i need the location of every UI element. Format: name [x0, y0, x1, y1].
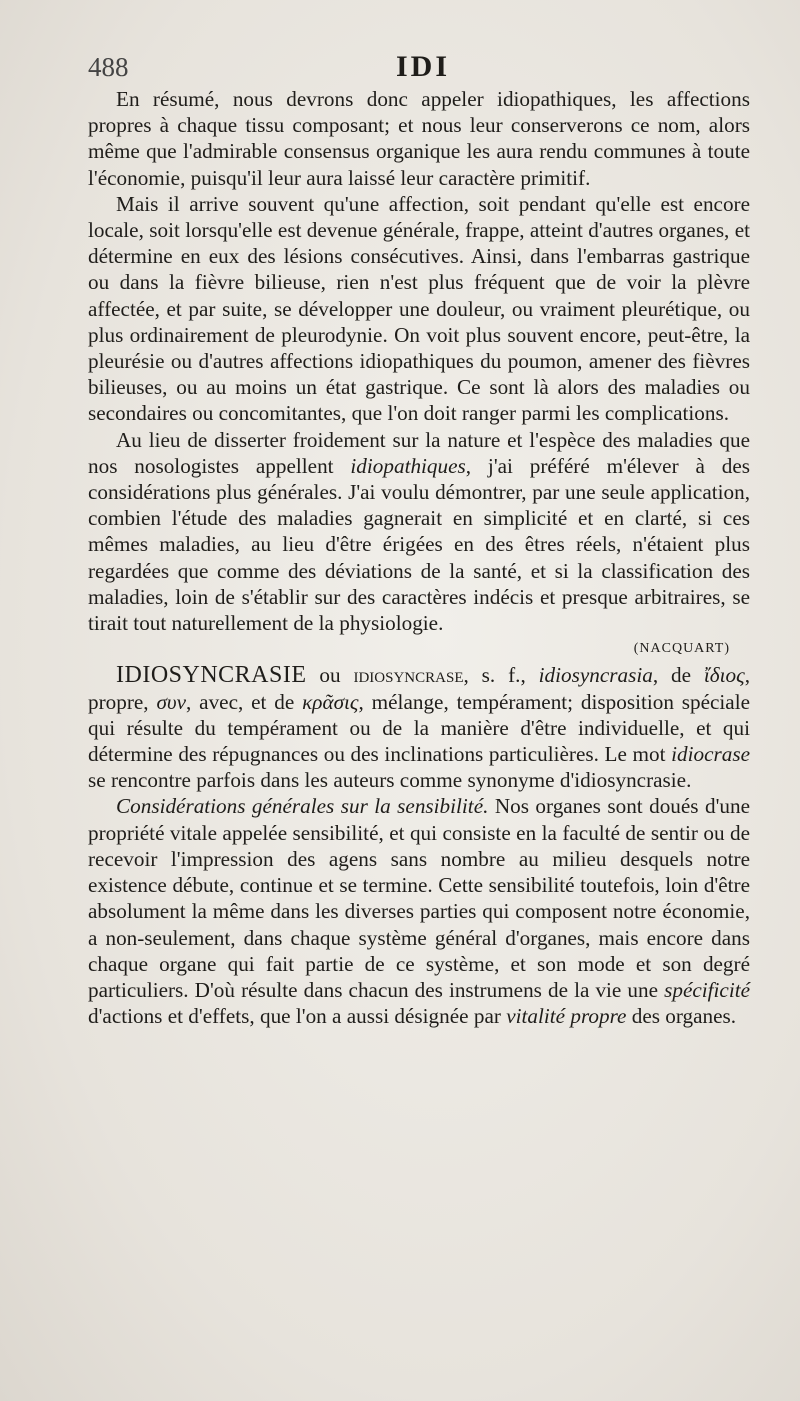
- signature-line: [88, 636, 750, 662]
- page-header: [88, 52, 770, 88]
- italic-term: idiocrase: [671, 742, 750, 767]
- greek-word: ἴδιος: [703, 663, 745, 688]
- text: se rencontre parfois dans les auteurs comme synonyme d'idiosyncrasie.: [88, 768, 692, 793]
- entry-latin: idiosyncrasia: [538, 663, 653, 688]
- italic-term: spécificité: [664, 977, 750, 1002]
- text: , j'ai préféré m'élever à des considérations plus générales. J'ai voulu démontrer, par une seule application, combien l'étude des maladies gagnerait en simplicité et en clarté, si ces mêmes maladies, au lieu d'être érigées en des êtres réels, n'étaient plus regardées que comme des déviations de la santé, et si la classification des maladies, loin de s'établir sur des caractères indécis et presque arbitraires, se tirait tout naturellement de la physiologie.: [88, 453, 750, 636]
- greek-word: συν: [156, 689, 187, 714]
- paragraph-au-lieu: [88, 427, 750, 637]
- page-number: 488: [88, 52, 129, 82]
- paragraph-sensibilite: [88, 793, 750, 1029]
- page-body: [88, 86, 750, 1029]
- italic-term: idiopathiques: [350, 453, 466, 478]
- text: ou: [306, 663, 354, 688]
- text: , de: [652, 663, 704, 688]
- entry-headword: IDIOSYNCRASIE: [116, 662, 307, 689]
- entry-idiosyncrasie: [88, 662, 750, 793]
- text: , s. f.,: [463, 663, 539, 688]
- entry-variant: idiosyncrase: [353, 663, 464, 688]
- text: , propre,: [88, 663, 750, 714]
- text: des organes.: [626, 1004, 737, 1029]
- section-heading: Considérations générales sur la sensibilité.: [116, 794, 489, 819]
- running-head: IDI: [396, 50, 451, 83]
- text: , avec, et de: [186, 689, 303, 714]
- greek-word: κρᾶσις: [302, 689, 359, 714]
- text: Nos organes sont doués d'une propriété vitale appelée sensibilité, et qui consiste en la faculté de sentir ou de recevoir l'impression des agens sans nombre au milieu desquels notre existence débute, continue et se termine. Cette sensibilité toutefois, loin d'être absolument la même dans les diverses parties qui composent notre économie, a non-seulement, dans chaque système général d'organes, mais encore dans chaque organe qui fait partie de ce système, et son mode et son degré particuliers. D'où résulte dans chacun des instrumens de la vie une: [88, 794, 750, 1002]
- text: d'actions et d'effets, que l'on a aussi désignée par: [88, 1004, 507, 1029]
- author-signature: (NACQUART): [633, 641, 730, 657]
- text: Au lieu de disserter froidement sur la nature et l'espèce des maladies que nos nosologistes appellent: [88, 427, 750, 478]
- italic-term: vitalité propre: [506, 1004, 627, 1029]
- text: , mélange, tempérament; disposition spéciale qui résulte du tempérament ou de la manière d'être individuelle, et qui détermine des répugnances ou des inclinations particulières. Le mot: [88, 689, 751, 767]
- paragraph-complications: Mais il arrive souvent qu'une affection, soit pendant qu'elle est encore locale, soit lorsqu'elle est devenue générale, frappe, atteint d'autres organes, et détermine en eux des lésions consécutives. Ainsi, dans l'embarras gastrique ou dans la fièvre bilieuse, rien n'est plus fréquent que de voir la plèvre affectée, et par suite, se développer une douleur, ou vraiment pleurétique, ou plus ordinairement de pleurodynie. On voit plus souvent encore, peut-être, la pleurésie ou d'autres affections idiopathiques du poumon, amener des fièvres bilieuses, ou au moins un état gastrique. Ce sont là alors des maladies ou secondaires ou concomitantes, que l'on doit ranger parmi les complications.: [88, 191, 750, 426]
- paragraph-resume: En résumé, nous devrons donc appeler idiopathiques, les affections propres à chaque tissu composant; et nous leur conserverons ce nom, alors même que l'admirable consensus organique les aura rendu communes à toute l'économie, puisqu'il leur aura laissé leur caractère primitif.: [88, 87, 750, 190]
